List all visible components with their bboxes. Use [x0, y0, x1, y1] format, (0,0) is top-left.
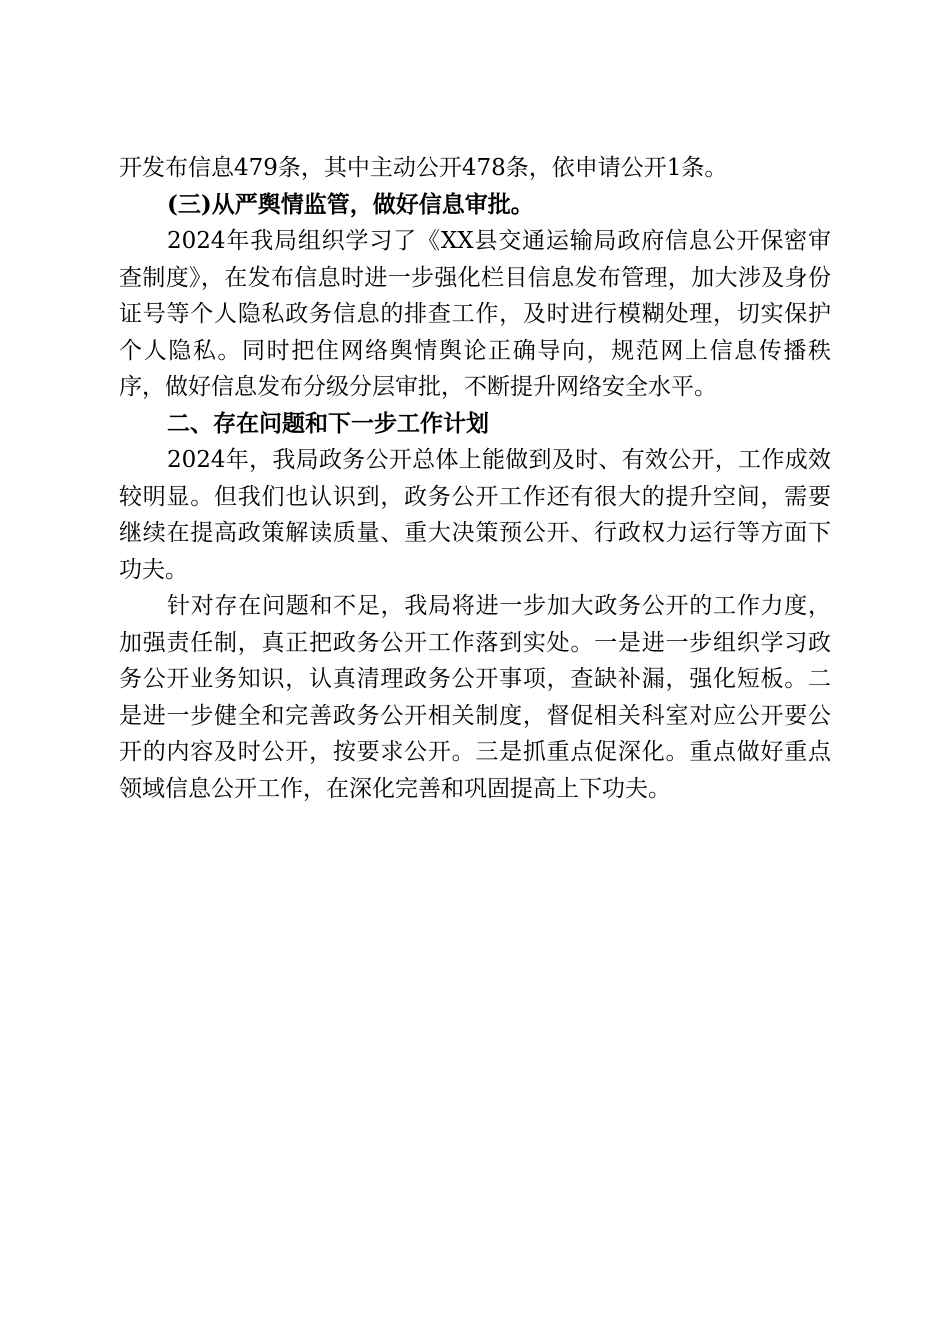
paragraph-next-steps: 针对存在问题和不足，我局将进一步加大政务公开的工作力度，加强责任制，真正把政务公开工作落到实处。一是进一步组织学习政务公开业务知识，认真清理政务公开事项，查缺补漏，强化短板。二是进一步健全和完善政务公开相关制度，督促相关科室对应公开要公开的内容及时公开，按要求公开。三是抓重点促深化。重点做好重点领域信息公开工作，在深化完善和巩固提高上下功夫。 — [119, 593, 831, 802]
document-body — [119, 150, 831, 807]
paragraph-summary: 2024年，我局政务公开总体上能做到及时、有效公开，工作成效较明显。但我们也认识到，政务公开工作还有很大的提升空间，需要继续在提高政策解读质量、重大决策预公开、行政权力运行等方面下功夫。 — [119, 447, 831, 583]
paragraph-privacy-review: 2024年我局组织学习了《XX县交通运输局政府信息公开保密审查制度》，在发布信息时进一步强化栏目信息发布管理，加大涉及身份证号等个人隐私政务信息的排查工作，及时进行模糊处理，切实保护个人隐私。同时把住网络舆情舆论正确导向，规范网上信息传播秩序，做好信息发布分级分层审批，不断提升网络安全水平。 — [119, 228, 831, 400]
paragraph-continuation: 开发布信息479条，其中主动公开478条，依申请公开1条。 — [119, 155, 728, 181]
section-heading: 二、存在问题和下一步工作计划 — [167, 410, 489, 437]
subsection-heading: (三)从严舆情监管，做好信息审批。 — [167, 190, 534, 218]
